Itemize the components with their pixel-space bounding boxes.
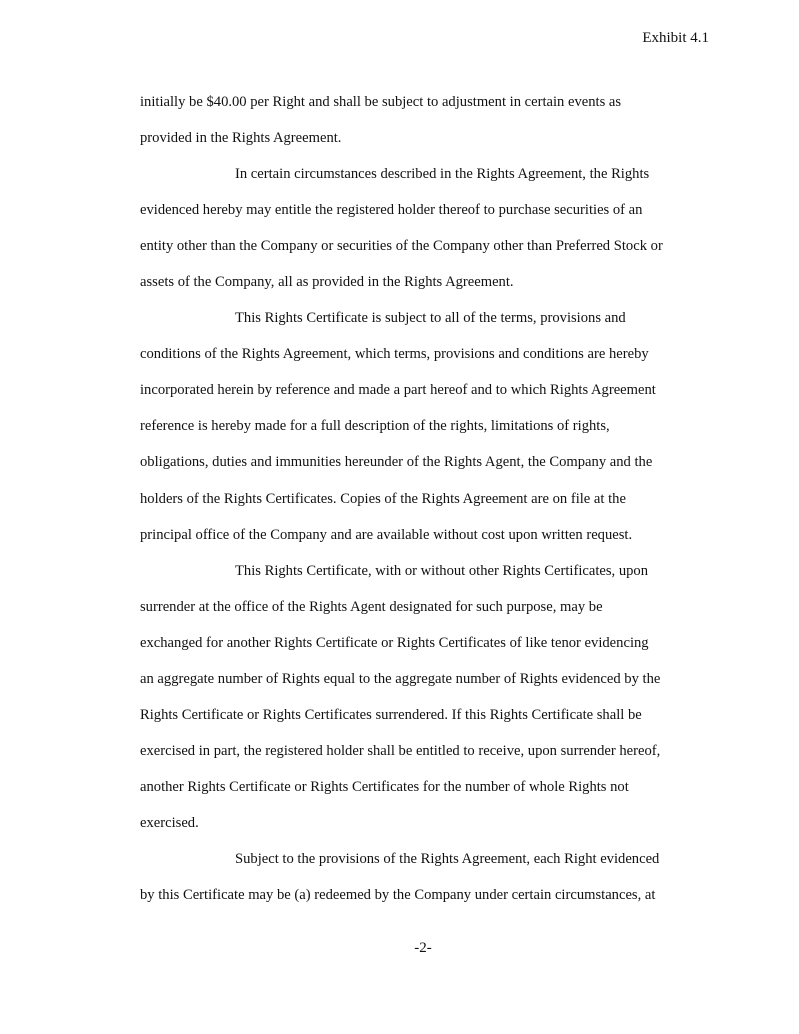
text-line: obligations, duties and immunities hereunder of the Rights Agent, the Company and the (140, 454, 653, 471)
text-line: an aggregate number of Rights equal to the aggregate number of Rights evidenced by the (140, 670, 661, 687)
text-line: holders of the Rights Certificates. Copies of the Rights Agreement are on file at the (140, 490, 626, 507)
text-line: by this Certificate may be (a) redeemed by the Company under certain circumstances, at (140, 887, 656, 904)
text-line: Rights Certificate or Rights Certificates surrendered. If this Rights Certificate shall be (140, 706, 642, 723)
paragraph-first-line: In certain circumstances described in the Rights Agreement, the Rights (235, 166, 650, 183)
text-line: another Rights Certificate or Rights Certificates for the number of whole Rights not (140, 778, 629, 795)
text-line: incorporated herein by reference and made a part hereof and to which Rights Agreement (140, 382, 656, 399)
text-line: exercised in part, the registered holder shall be entitled to receive, upon surrender hereof, (140, 742, 661, 759)
exhibit-label: Exhibit 4.1 (642, 30, 709, 46)
text-line: exchanged for another Rights Certificate or Rights Certificates of like tenor evidencing (140, 634, 649, 651)
document-body (140, 84, 710, 913)
text-line: provided in the Rights Agreement. (140, 130, 342, 147)
text-line: reference is hereby made for a full description of the rights, limitations of rights, (140, 418, 610, 435)
text-line: exercised. (140, 814, 199, 831)
text-line: initially be $40.00 per Right and shall be subject to adjustment in certain events as (140, 94, 622, 110)
text-line: assets of the Company, all as provided in the Rights Agreement. (140, 274, 514, 291)
text-line: surrender at the office of the Rights Agent designated for such purpose, may be (140, 598, 603, 615)
text-line: evidenced hereby may entitle the registered holder thereof to purchase securities of an (140, 202, 643, 219)
text-line: principal office of the Company and are available without cost upon written request. (140, 526, 633, 543)
paragraph-first-line: This Rights Certificate, with or without other Rights Certificates, upon (235, 562, 649, 579)
paragraph-first-line: This Rights Certificate is subject to all of the terms, provisions and (235, 310, 626, 327)
paragraph-first-line: Subject to the provisions of the Rights Agreement, each Right evidenced (235, 850, 660, 867)
text-line: entity other than the Company or securities of the Company other than Preferred Stock or (140, 238, 663, 255)
page-number: -2- (414, 940, 432, 956)
text-line: conditions of the Rights Agreement, which terms, provisions and conditions are hereby (140, 346, 649, 363)
